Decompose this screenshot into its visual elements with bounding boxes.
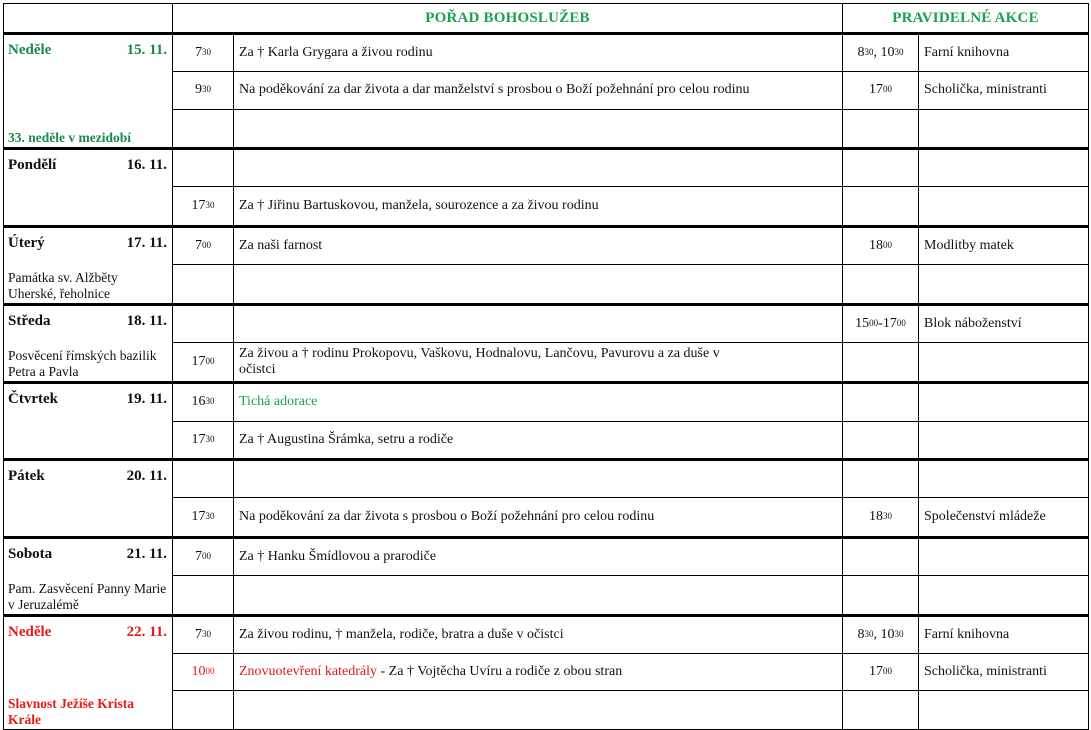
event-time [843,265,919,305]
event-time [843,34,919,72]
event-name: Scholička, ministranti [919,653,1089,691]
day-header [4,35,172,58]
mass-time-hour: 17 [191,509,206,525]
day-box [4,150,172,225]
mass-time [173,691,234,730]
intention-text: Za † Jiřinu Bartuskovou, manžela, sourozence a za živou rodinu [239,198,599,214]
day-date: 15. 11. [126,42,167,58]
header-blank-cell [4,4,173,34]
day-date: 20. 11. [126,468,167,484]
event-time-text: $18^{30}$ [869,509,893,525]
mass-time [173,383,234,422]
day-note: Pam. Zasvěcení Panny Marie v Jeruzalémě [8,581,167,612]
day-name: Neděle [8,624,52,640]
day-header [4,228,172,251]
day-date: 21. 11. [126,546,167,562]
intention-text: Za živou rodinu, † manžela, rodiče, bratra a duše v očistci [239,626,564,642]
event-time [843,538,919,576]
day-box [4,35,172,147]
intention-highlight: Znovuotevření katedrály [239,663,378,679]
day-cell [4,538,173,616]
day-cell [4,227,173,305]
mass-intention [234,576,843,616]
day-box [4,306,172,381]
event-time-text: $8^{30}$, $10^{30}$ [857,44,904,60]
mass-time-minute: 30 [202,84,211,95]
schedule-row [4,460,1089,498]
day-cell [4,34,173,149]
mass-time [173,498,234,538]
mass-intention [234,498,843,538]
day-header [4,306,172,329]
event-name [919,343,1089,383]
mass-intention [234,343,843,383]
mass-time-hour: 16 [191,394,206,410]
intention-text: Na poděkování za dar života a dar manželství s prosbou o Boží požehnání pro celou rodinu [239,82,750,98]
event-name [919,576,1089,616]
event-time [843,616,919,654]
mass-time [173,34,234,72]
day-date: 17. 11. [126,235,167,251]
mass-time [173,653,234,691]
event-name [919,187,1089,227]
event-time-text: $15^{00}-17^{00}$ [855,316,906,332]
event-time [843,460,919,498]
day-note: Posvěcení římských bazilik Petra a Pavla [8,348,157,379]
event-name [919,460,1089,498]
intention-text: - Za † Vojtěcha Uvíru a rodiče z obou stran [377,663,623,679]
mass-time-minute: 30 [205,200,215,211]
event-time [843,109,919,148]
event-time [843,305,919,343]
intention-text: Za † Hanku Šmídlovou a prarodiče [239,549,437,565]
mass-intention [234,265,843,305]
schedule-row [4,616,1089,654]
day-name: Pondělí [8,157,57,173]
event-time-text: $18^{00}$ [869,238,893,254]
day-name: Úterý [8,235,45,251]
event-name [919,421,1089,460]
schedule-row [4,383,1089,422]
event-time [843,343,919,383]
event-name [919,538,1089,576]
event-time-text: $17^{00}$ [869,663,893,679]
schedule-row [4,538,1089,576]
event-time [843,653,919,691]
schedule-row [4,34,1089,72]
mass-time-minute: 30 [205,511,215,522]
events-header: PRAVIDELNÉ AKCE [843,4,1089,34]
mass-time-hour: 17 [191,198,206,214]
event-time [843,187,919,227]
day-cell [4,383,173,460]
day-date: 22. 11. [126,624,167,640]
mass-time-minute: 00 [202,551,211,562]
intention-text: Na poděkování za dar života s prosbou o Boží požehnání pro celou rodinu [239,509,655,525]
mass-time [173,187,234,227]
mass-time [173,576,234,616]
mass-intention [234,383,843,422]
mass-time [173,538,234,576]
event-time [843,71,919,109]
event-time-text: $8^{30}$, $10^{30}$ [857,626,904,642]
mass-time-minute: 00 [205,665,215,676]
mass-intention [234,34,843,72]
event-time [843,149,919,187]
day-header [4,384,172,407]
mass-time-minute: 30 [202,46,211,57]
mass-intention [234,691,843,730]
day-box [4,539,172,614]
event-time [843,227,919,265]
day-header [4,617,172,640]
mass-time-hour: 17 [191,354,206,370]
mass-time [173,616,234,654]
intention-text: Za † Augustina Šrámka, setru a rodiče [239,431,454,447]
mass-time-minute: 30 [205,433,215,444]
day-cell [4,149,173,227]
mass-intention [234,305,843,343]
event-name: Farní knihovna [919,34,1089,72]
mass-time [173,149,234,187]
event-name [919,265,1089,305]
services-header: POŘAD BOHOSLUŽEB [173,4,843,34]
event-time [843,421,919,460]
schedule-row [4,149,1089,187]
mass-intention [234,71,843,109]
intention-text: Za naši farnost [239,238,323,254]
day-header [4,539,172,562]
mass-intention [234,187,843,227]
mass-time [173,109,234,148]
mass-intention [234,149,843,187]
mass-time [173,343,234,383]
day-box [4,617,172,729]
day-name: Neděle [8,42,52,58]
mass-time-hour: 17 [191,431,206,447]
mass-time-hour: 10 [191,663,206,679]
mass-intention [234,460,843,498]
mass-time-hour: 7 [195,549,202,565]
mass-time-minute: 00 [205,356,215,367]
event-time [843,576,919,616]
event-name [919,109,1089,148]
mass-time-minute: 00 [202,240,211,251]
day-note: Památka sv. Alžběty Uherské, řeholnice [8,270,118,301]
mass-intention [234,653,843,691]
mass-intention [234,109,843,148]
event-name [919,691,1089,730]
mass-time [173,460,234,498]
day-name: Pátek [8,468,45,484]
intention-text: Za živou a † rodinu Prokopovu, Vaškovu, Hodnalovu, Lančovu, Pavurovu a za duše v očistci [239,346,720,378]
mass-time [173,265,234,305]
day-name: Sobota [8,546,53,562]
day-date: 16. 11. [126,157,167,173]
mass-time-minute: 30 [205,396,215,407]
event-name [919,383,1089,422]
day-box [4,384,172,458]
event-time-text: $17^{00}$ [869,82,893,98]
schedule-row [4,305,1089,343]
day-header [4,461,172,484]
event-name: Scholička, ministranti [919,71,1089,109]
day-name: Čtvrtek [8,391,58,407]
mass-time-hour: 9 [195,82,202,98]
mass-intention [234,421,843,460]
event-name: Společenství mládeže [919,498,1089,538]
day-date: 18. 11. [126,313,167,329]
header-row [4,4,1089,34]
mass-time [173,227,234,265]
mass-time [173,71,234,109]
event-time [843,691,919,730]
day-box [4,228,172,303]
day-note: Slavnost Ježíše Krista Krále [8,696,134,727]
day-date: 19. 11. [126,391,167,407]
mass-intention [234,538,843,576]
day-cell [4,460,173,538]
mass-time-hour: 7 [195,238,202,254]
mass-time [173,305,234,343]
day-name: Středa [8,313,51,329]
day-box [4,461,172,536]
day-header [4,150,172,173]
mass-time-minute: 30 [202,628,211,639]
mass-time-hour: 7 [195,626,202,642]
schedule-row [4,227,1089,265]
event-time [843,498,919,538]
event-name [919,149,1089,187]
mass-intention [234,616,843,654]
mass-time [173,421,234,460]
day-cell [4,305,173,383]
event-name: Modlitby matek [919,227,1089,265]
mass-intention [234,227,843,265]
event-time [843,383,919,422]
intention-text: Tichá adorace [239,394,318,410]
mass-time-hour: 7 [195,44,202,60]
day-cell [4,616,173,730]
day-note: 33. neděle v mezidobí [8,130,131,145]
event-name: Farní knihovna [919,616,1089,654]
schedule-table [3,3,1089,730]
event-name: Blok náboženství [919,305,1089,343]
intention-text: Za † Karla Grygara a živou rodinu [239,44,433,60]
